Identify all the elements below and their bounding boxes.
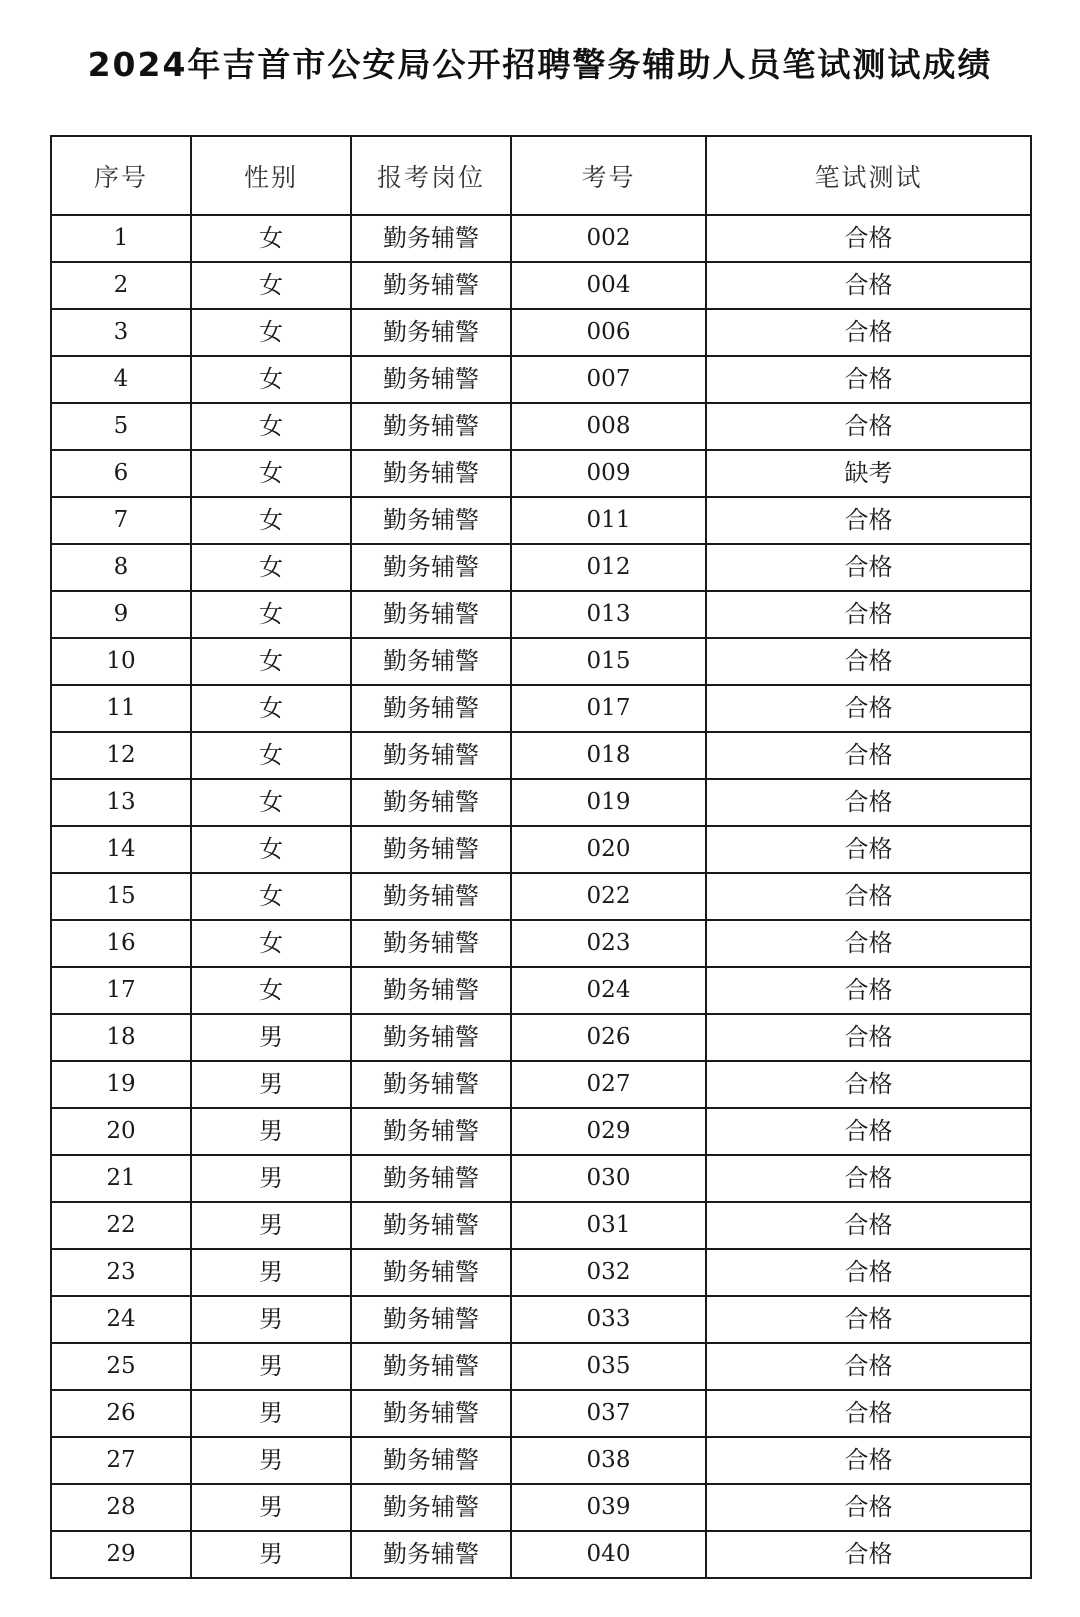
table-row <box>51 1437 1031 1484</box>
cell-exam-number: 007 <box>511 356 706 403</box>
table-row <box>51 1155 1031 1202</box>
cell-exam-number: 023 <box>511 920 706 967</box>
cell-gender: 女 <box>191 544 351 591</box>
cell-written-test: 合格 <box>706 1531 1031 1578</box>
cell-written-test: 合格 <box>706 967 1031 1014</box>
cell-position: 勤务辅警 <box>351 309 511 356</box>
cell-serial-number: 24 <box>51 1296 191 1343</box>
cell-written-test: 合格 <box>706 1390 1031 1437</box>
cell-position: 勤务辅警 <box>351 544 511 591</box>
cell-exam-number: 019 <box>511 779 706 826</box>
cell-exam-number: 011 <box>511 497 706 544</box>
cell-serial-number: 25 <box>51 1343 191 1390</box>
table-row <box>51 873 1031 920</box>
cell-exam-number: 020 <box>511 826 706 873</box>
table-row <box>51 1296 1031 1343</box>
cell-serial-number: 13 <box>51 779 191 826</box>
cell-gender: 女 <box>191 920 351 967</box>
cell-position: 勤务辅警 <box>351 1437 511 1484</box>
cell-written-test: 合格 <box>706 1061 1031 1108</box>
cell-serial-number: 29 <box>51 1531 191 1578</box>
cell-position: 勤务辅警 <box>351 1531 511 1578</box>
cell-position: 勤务辅警 <box>351 1061 511 1108</box>
table-row <box>51 685 1031 732</box>
cell-gender: 女 <box>191 403 351 450</box>
cell-exam-number: 030 <box>511 1155 706 1202</box>
cell-exam-number: 015 <box>511 638 706 685</box>
cell-gender: 女 <box>191 591 351 638</box>
cell-gender: 女 <box>191 309 351 356</box>
cell-serial-number: 10 <box>51 638 191 685</box>
cell-serial-number: 12 <box>51 732 191 779</box>
cell-gender: 男 <box>191 1484 351 1531</box>
cell-serial-number: 17 <box>51 967 191 1014</box>
header-exam-number: 考号 <box>511 136 706 215</box>
table-row <box>51 450 1031 497</box>
cell-exam-number: 032 <box>511 1249 706 1296</box>
cell-serial-number: 7 <box>51 497 191 544</box>
table-row <box>51 591 1031 638</box>
cell-gender: 女 <box>191 638 351 685</box>
cell-serial-number: 5 <box>51 403 191 450</box>
table-row <box>51 1343 1031 1390</box>
cell-gender: 女 <box>191 215 351 262</box>
cell-written-test: 合格 <box>706 1249 1031 1296</box>
cell-position: 勤务辅警 <box>351 1014 511 1061</box>
cell-gender: 男 <box>191 1390 351 1437</box>
header-gender: 性别 <box>191 136 351 215</box>
table-header <box>51 136 1031 215</box>
cell-position: 勤务辅警 <box>351 873 511 920</box>
cell-position: 勤务辅警 <box>351 450 511 497</box>
header-written-test: 笔试测试 <box>706 136 1031 215</box>
table-row <box>51 215 1031 262</box>
cell-written-test: 合格 <box>706 1108 1031 1155</box>
table-row <box>51 1484 1031 1531</box>
cell-position: 勤务辅警 <box>351 1484 511 1531</box>
cell-exam-number: 013 <box>511 591 706 638</box>
cell-written-test: 合格 <box>706 591 1031 638</box>
cell-position: 勤务辅警 <box>351 591 511 638</box>
header-position: 报考岗位 <box>351 136 511 215</box>
cell-written-test: 合格 <box>706 826 1031 873</box>
table-row <box>51 544 1031 591</box>
cell-serial-number: 8 <box>51 544 191 591</box>
table-row <box>51 1108 1031 1155</box>
cell-gender: 男 <box>191 1249 351 1296</box>
cell-exam-number: 022 <box>511 873 706 920</box>
cell-gender: 女 <box>191 356 351 403</box>
cell-written-test: 合格 <box>706 1484 1031 1531</box>
table-row <box>51 638 1031 685</box>
page-title: 2024年吉首市公安局公开招聘警务辅助人员笔试测试成绩 <box>87 45 993 84</box>
cell-position: 勤务辅警 <box>351 1249 511 1296</box>
cell-position: 勤务辅警 <box>351 1343 511 1390</box>
cell-gender: 女 <box>191 497 351 544</box>
table-row <box>51 826 1031 873</box>
cell-position: 勤务辅警 <box>351 685 511 732</box>
header-serial-number: 序号 <box>51 136 191 215</box>
cell-exam-number: 018 <box>511 732 706 779</box>
table-row <box>51 779 1031 826</box>
cell-exam-number: 029 <box>511 1108 706 1155</box>
cell-exam-number: 037 <box>511 1390 706 1437</box>
cell-serial-number: 22 <box>51 1202 191 1249</box>
cell-gender: 女 <box>191 732 351 779</box>
cell-serial-number: 23 <box>51 1249 191 1296</box>
cell-serial-number: 11 <box>51 685 191 732</box>
cell-position: 勤务辅警 <box>351 1296 511 1343</box>
cell-position: 勤务辅警 <box>351 826 511 873</box>
cell-serial-number: 3 <box>51 309 191 356</box>
cell-serial-number: 21 <box>51 1155 191 1202</box>
cell-written-test: 合格 <box>706 1437 1031 1484</box>
cell-serial-number: 18 <box>51 1014 191 1061</box>
cell-gender: 男 <box>191 1531 351 1578</box>
cell-exam-number: 035 <box>511 1343 706 1390</box>
cell-exam-number: 006 <box>511 309 706 356</box>
cell-gender: 女 <box>191 967 351 1014</box>
table-row <box>51 967 1031 1014</box>
cell-exam-number: 039 <box>511 1484 706 1531</box>
cell-written-test: 合格 <box>706 356 1031 403</box>
cell-position: 勤务辅警 <box>351 732 511 779</box>
cell-exam-number: 027 <box>511 1061 706 1108</box>
table-row <box>51 309 1031 356</box>
cell-serial-number: 14 <box>51 826 191 873</box>
cell-exam-number: 009 <box>511 450 706 497</box>
cell-position: 勤务辅警 <box>351 356 511 403</box>
cell-exam-number: 038 <box>511 1437 706 1484</box>
cell-written-test: 合格 <box>706 215 1031 262</box>
cell-serial-number: 15 <box>51 873 191 920</box>
cell-exam-number: 017 <box>511 685 706 732</box>
cell-gender: 男 <box>191 1343 351 1390</box>
table-row <box>51 262 1031 309</box>
table-row <box>51 1061 1031 1108</box>
table-body <box>51 215 1031 1578</box>
cell-gender: 女 <box>191 262 351 309</box>
header-row <box>51 136 1031 215</box>
cell-position: 勤务辅警 <box>351 920 511 967</box>
cell-serial-number: 20 <box>51 1108 191 1155</box>
cell-serial-number: 2 <box>51 262 191 309</box>
cell-written-test: 合格 <box>706 638 1031 685</box>
table-row <box>51 403 1031 450</box>
cell-position: 勤务辅警 <box>351 1108 511 1155</box>
cell-written-test: 合格 <box>706 1202 1031 1249</box>
cell-serial-number: 27 <box>51 1437 191 1484</box>
cell-exam-number: 012 <box>511 544 706 591</box>
cell-exam-number: 026 <box>511 1014 706 1061</box>
cell-gender: 男 <box>191 1155 351 1202</box>
cell-gender: 女 <box>191 873 351 920</box>
table-row <box>51 356 1031 403</box>
cell-gender: 男 <box>191 1061 351 1108</box>
cell-written-test: 合格 <box>706 1296 1031 1343</box>
table-row <box>51 1249 1031 1296</box>
cell-position: 勤务辅警 <box>351 497 511 544</box>
cell-gender: 男 <box>191 1014 351 1061</box>
cell-position: 勤务辅警 <box>351 967 511 1014</box>
cell-exam-number: 002 <box>511 215 706 262</box>
cell-position: 勤务辅警 <box>351 1155 511 1202</box>
cell-serial-number: 6 <box>51 450 191 497</box>
cell-gender: 女 <box>191 685 351 732</box>
cell-written-test: 缺考 <box>706 450 1031 497</box>
cell-exam-number: 033 <box>511 1296 706 1343</box>
cell-position: 勤务辅警 <box>351 262 511 309</box>
cell-written-test: 合格 <box>706 497 1031 544</box>
score-table <box>50 135 1032 1579</box>
cell-exam-number: 031 <box>511 1202 706 1249</box>
cell-exam-number: 024 <box>511 967 706 1014</box>
cell-gender: 男 <box>191 1202 351 1249</box>
cell-gender: 男 <box>191 1108 351 1155</box>
cell-position: 勤务辅警 <box>351 779 511 826</box>
table-row <box>51 732 1031 779</box>
cell-serial-number: 4 <box>51 356 191 403</box>
cell-written-test: 合格 <box>706 873 1031 920</box>
cell-gender: 女 <box>191 779 351 826</box>
cell-exam-number: 040 <box>511 1531 706 1578</box>
cell-written-test: 合格 <box>706 403 1031 450</box>
cell-written-test: 合格 <box>706 920 1031 967</box>
cell-position: 勤务辅警 <box>351 638 511 685</box>
cell-written-test: 合格 <box>706 1343 1031 1390</box>
cell-serial-number: 19 <box>51 1061 191 1108</box>
cell-gender: 女 <box>191 450 351 497</box>
cell-written-test: 合格 <box>706 732 1031 779</box>
cell-gender: 男 <box>191 1437 351 1484</box>
cell-position: 勤务辅警 <box>351 1202 511 1249</box>
table-row <box>51 1014 1031 1061</box>
cell-exam-number: 008 <box>511 403 706 450</box>
table-row <box>51 1390 1031 1437</box>
cell-written-test: 合格 <box>706 262 1031 309</box>
table-row <box>51 1202 1031 1249</box>
cell-position: 勤务辅警 <box>351 403 511 450</box>
table-row <box>51 920 1031 967</box>
cell-written-test: 合格 <box>706 1155 1031 1202</box>
cell-written-test: 合格 <box>706 544 1031 591</box>
cell-serial-number: 16 <box>51 920 191 967</box>
cell-position: 勤务辅警 <box>351 215 511 262</box>
cell-written-test: 合格 <box>706 309 1031 356</box>
table-row <box>51 1531 1031 1578</box>
cell-serial-number: 1 <box>51 215 191 262</box>
cell-written-test: 合格 <box>706 779 1031 826</box>
cell-written-test: 合格 <box>706 1014 1031 1061</box>
table-row <box>51 497 1031 544</box>
cell-position: 勤务辅警 <box>351 1390 511 1437</box>
cell-exam-number: 004 <box>511 262 706 309</box>
cell-written-test: 合格 <box>706 685 1031 732</box>
cell-serial-number: 9 <box>51 591 191 638</box>
cell-serial-number: 26 <box>51 1390 191 1437</box>
cell-gender: 男 <box>191 1296 351 1343</box>
cell-serial-number: 28 <box>51 1484 191 1531</box>
cell-gender: 女 <box>191 826 351 873</box>
